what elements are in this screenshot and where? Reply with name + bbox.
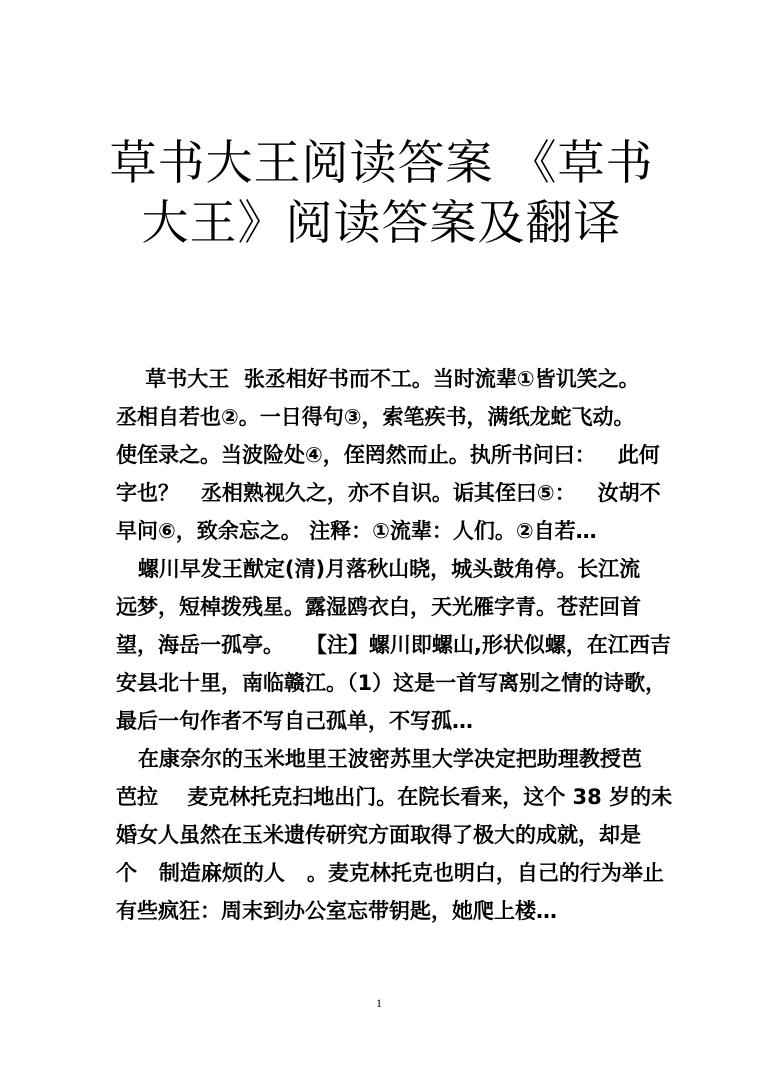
text-line: 望，海岳一孤亭。 【注】螺川即螺山,形状似螺，在江西吉 [116,633,671,657]
text-line: 安县北十里，南临赣江。（1）这是一首写离别之情的诗歌， [116,671,667,695]
text-line: 字也？ 丞相熟视久之，亦不自识。诟其侄曰⑤： 汝胡不 [116,481,661,505]
text-line: 草书大王 张丞相好书而不工。当时流辈①皆讥笑之。 [116,367,640,391]
text-line: 丞相自若也②。一日得句③，索笔疾书，满纸龙蛇飞动。 [116,405,635,429]
title-line: 草书大王阅读答案 《草书 [109,136,654,191]
text-line: 远梦，短棹拨残星。露湿鸥衣白，天光雁字青。苍茫回首 [116,595,641,619]
text-line: 婚女人虽然在玉米遗传研究方面取得了极大的成就，却是 [116,823,641,847]
text-line: 芭拉 麦克林托克扫地出门。在院长看来，这个 38 岁的未 [116,785,673,809]
text-line: 在康奈尔的玉米地里王波密苏里大学决定把助理教授芭 [116,747,642,771]
paragraph-mcclintock [116,740,673,930]
text-line: 使侄录之。当波险处④，侄罔然而止。执所书问曰： 此何 [116,443,660,467]
paragraph-luochuan-poem [116,550,671,740]
text-line: 最后一句作者不写自己孤单，不写孤… [116,709,473,733]
document-body [116,360,673,930]
title-line: 大王》阅读答案及翻译 [141,196,622,251]
text-line: 有些疯狂：周末到办公室忘带钥匙，她爬上楼… [116,899,557,923]
page-number: 1 [376,996,382,1010]
text-line: 个 制造麻烦的人 。麦克林托克也明白，自己的行为举止 [116,861,664,885]
text-line: 螺川早发王猷定(清)月落秋山晓，城头鼓角停。长江流 [116,557,641,581]
text-line: 早问⑥，致余忘之。 注释：①流辈：人们。②自若… [116,519,597,543]
paragraph-calligraphy-king [116,360,661,550]
document-title [0,134,763,254]
